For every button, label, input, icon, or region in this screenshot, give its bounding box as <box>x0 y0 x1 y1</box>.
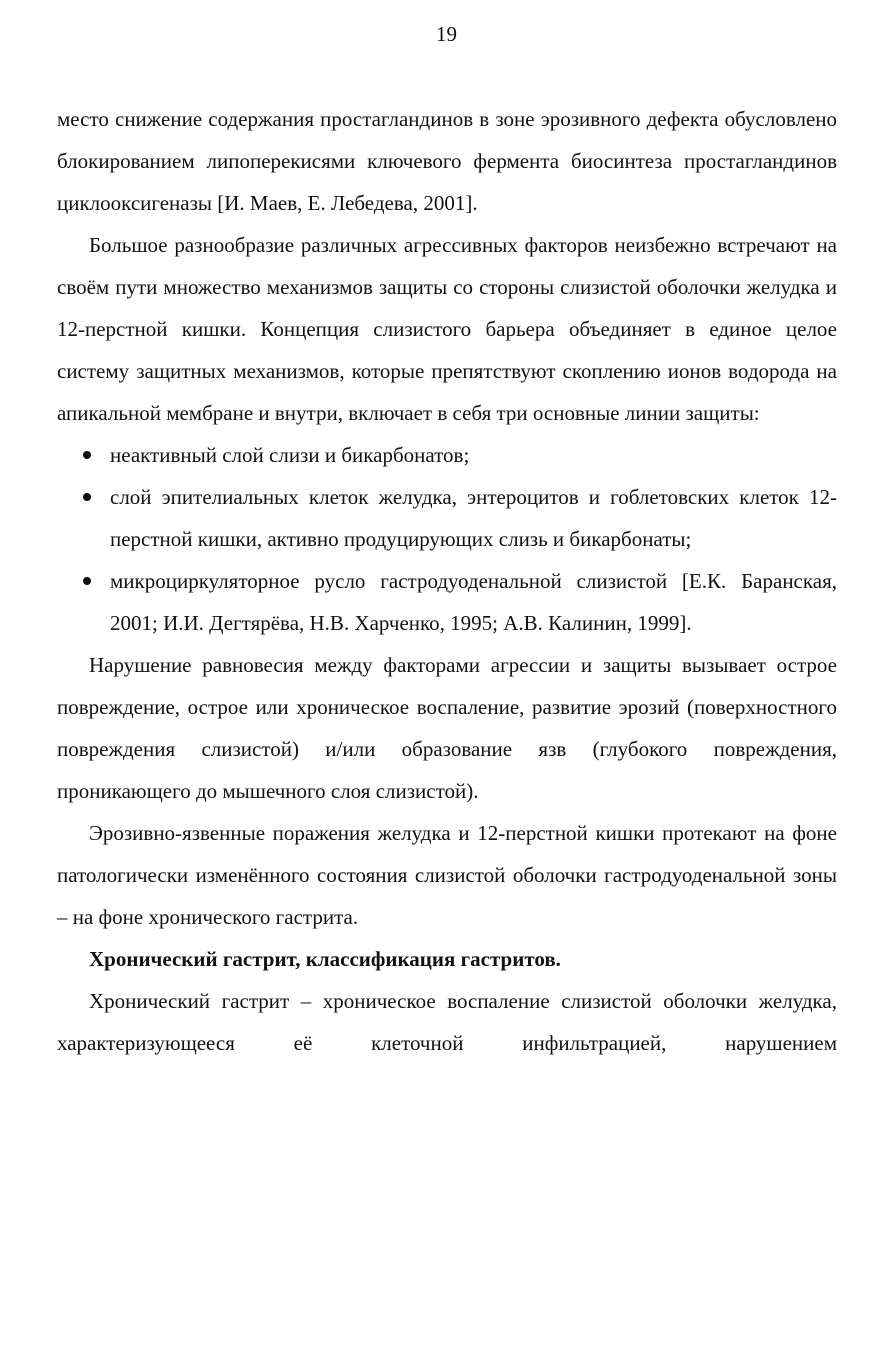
document-body <box>57 98 837 1064</box>
defense-lines-list <box>57 434 837 644</box>
paragraph-4: Эрозивно-язвенные поражения желудка и 12-перстной кишки протекают на фоне патологически изменённого состояния слизистой оболочки гастродуоденальной зоны – на фоне хронического гастрита. <box>57 821 837 929</box>
bullet-icon <box>83 493 91 501</box>
paragraph-2: Большое разнообразие различных агрессивных факторов неизбежно встречают на своём пути множество механизмов защиты со стороны слизистой оболочки желудка и 12-перстной кишки. Концепция слизистого барьера объединяет в единое целое систему защитных механизмов, которые препятствуют скоплению ионов водорода на апикальной мембране и внутри, включает в себя три основные линии защиты: <box>57 233 837 425</box>
list-item-text: микроциркуляторное русло гастродуоденальной слизистой [Е.К. Баранская, 2001; И.И. Дегтярёва, Н.В. Харченко, 1995; А.В. Калинин, 1999]. <box>110 569 837 635</box>
paragraph-1: место снижение содержания простагландинов в зоне эрозивного дефекта обусловлено блокированием липоперекисями ключевого фермента биосинтеза простагландинов циклооксигеназы [И. Маев, Е. Лебедева, 2001]. <box>57 107 837 215</box>
list-item-text: неактивный слой слизи и бикарбонатов; <box>110 443 470 467</box>
paragraph-5: Хронический гастрит – хроническое воспаление слизистой оболочки желудка, характеризующееся её клеточной инфильтрацией, нарушением <box>57 989 837 1055</box>
list-item <box>57 434 837 476</box>
list-item-text: слой эпителиальных клеток желудка, энтероцитов и гоблетовских клеток 12-перстной кишки, активно продуцирующих слизь и бикарбонаты; <box>110 485 837 551</box>
paragraph-3: Нарушение равновесия между факторами агрессии и защиты вызывает острое повреждение, острое или хроническое воспаление, развитие эрозий (поверхностного повреждения слизистой) и/или образование язв (глубокого повреждения, проникающего до мышечного слоя слизистой). <box>57 653 837 803</box>
list-item <box>57 560 837 644</box>
section-heading: Хронический гастрит, классификация гастритов. <box>89 947 561 971</box>
bullet-icon <box>83 577 91 585</box>
page-number: 19 <box>436 22 457 46</box>
bullet-icon <box>83 451 91 459</box>
list-item <box>57 476 837 560</box>
